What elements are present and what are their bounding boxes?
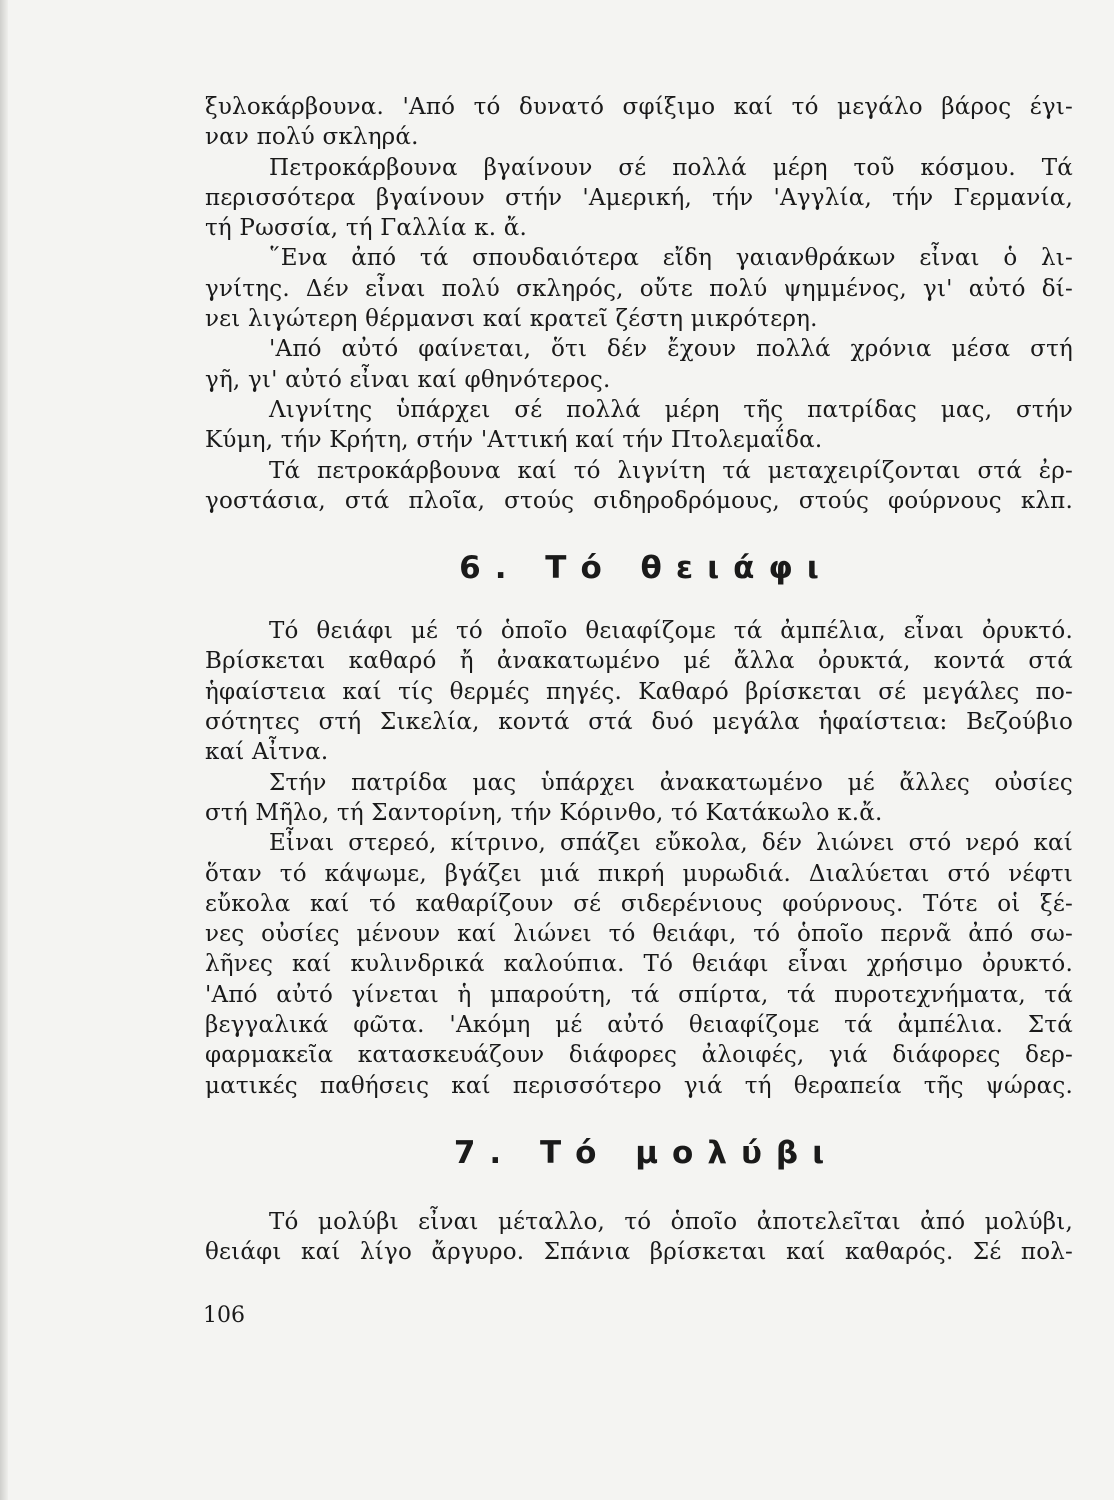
text-line: Τό μολύβι εἶναι μέταλλο, τό ὁποῖο ἀποτελεῖται ἀπό μολύβι,	[269, 1208, 1073, 1235]
page-number: 106	[203, 1303, 245, 1328]
text-line: λῆνες καί κυλινδρικά καλούπια. Τό θειάφι εἶναι χρήσιμο ὀρυκτό.	[205, 951, 1073, 978]
text-line: σότητες στή Σικελία, κοντά στά δυό μεγάλα ἡφαίστεια: Βεζούβιο	[205, 709, 1073, 736]
text-line: φαρμακεῖα κατασκευάζουν διάφορες ἀλοιφές, γιά διάφορες δερ-	[205, 1042, 1073, 1069]
text-line: περισσότερα βγαίνουν στήν 'Αμερική, τήν 'Αγγλία, τήν Γερμανία,	[205, 184, 1073, 211]
page-body	[205, 92, 1073, 1268]
text-line: 'Από αὐτό φαίνεται, ὅτι δέν ἔχουν πολλά χρόνια μέσα στή	[269, 336, 1073, 363]
text-line: θειάφι καί λίγο ἄργυρο. Σπάνια βρίσκεται καί καθαρός. Σέ πολ-	[205, 1239, 1073, 1266]
text-line: καί Αἶτνα.	[205, 739, 329, 766]
page-edge	[0, 0, 8, 1500]
text-line: βεγγαλικά φῶτα. 'Ακόμη μέ αὐτό θειαφίζομε τά ἀμπέλια. Στά	[205, 1012, 1073, 1039]
text-line: Κύμη, τήν Κρήτη, στήν 'Αττική καί τήν Πτολεμαΐδα.	[205, 427, 823, 454]
text-line: νες οὐσίες μένουν καί λιώνει τό θειάφι, τό ὁποῖο περνᾶ ἀπό σω-	[205, 921, 1073, 948]
text-line: ὅταν τό κάψωμε, βγάζει μιά πικρή μυρωδιά. Διαλύεται στό νέφτι	[205, 860, 1073, 887]
text-line: Τά πετροκάρβουνα καί τό λιγνίτη τά μεταχειρίζονται στά ἐρ-	[269, 457, 1073, 484]
text-line: ἡφαίστεια καί τίς θερμές πηγές. Καθαρό βρίσκεται σέ μεγάλες πο-	[205, 678, 1073, 705]
text-line: ξυλοκάρβουνα. 'Από τό δυνατό σφίξιμο καί τό μεγάλο βάρος έγι-	[205, 94, 1073, 120]
text-line: Βρίσκεται καθαρό ἤ ἀνακατωμένο μέ ἄλλα ὀρυκτά, κοντά στά	[205, 648, 1073, 675]
text-line: ναν πολύ σκληρά.	[205, 124, 419, 151]
text-line: νει λιγώτερη θέρμανσι καί κρατεῖ ζέστη μικρότερη.	[205, 306, 818, 333]
section-heading: 7. Τό μολύβι	[453, 1134, 839, 1171]
section-heading: 6. Τό θειάφι	[459, 550, 833, 587]
text-line: ῞Ενα ἀπό τά σπουδαιότερα εἴδη γαιανθράκων εἶναι ὁ λι-	[269, 245, 1073, 272]
text-line: Εἶναι στερεό, κίτρινο, σπάζει εὔκολα, δέν λιώνει στό νερό καί	[269, 830, 1073, 857]
text-line: Λιγνίτης ὑπάρχει σέ πολλά μέρη τῆς πατρίδας μας, στήν	[269, 396, 1073, 423]
text-line: εὔκολα καί τό καθαρίζουν σέ σιδερένιους φούρνους. Τότε οἱ ξέ-	[205, 890, 1073, 917]
text-line: γοστάσια, στά πλοῖα, στούς σιδηροδρόμους, στούς φούρνους κλπ.	[205, 487, 1073, 514]
text-line: Στήν πατρίδα μας ὑπάρχει ἀνακατωμένο μέ ἄλλες οὐσίες	[269, 769, 1073, 796]
text-line: Πετροκάρβουνα βγαίνουν σέ πολλά μέρη τοῦ κόσμου. Τά	[269, 154, 1073, 181]
text-line: τή Ρωσσία, τή Γαλλία κ. ἄ.	[205, 215, 527, 242]
text-line: γῆ, γι' αὐτό εἶναι καί φθηνότερος.	[205, 366, 611, 393]
text-line: γνίτης. Δέν εἶναι πολύ σκληρός, οὔτε πολύ ψημμένος, γι' αὐτό δί-	[205, 275, 1073, 302]
text-line: ματικές παθήσεις καί περισσότερο γιά τή θεραπεία τῆς ψώρας.	[205, 1072, 1073, 1099]
text-line: στή Μῆλο, τή Σαντορίνη, τήν Κόρινθο, τό Κατάκωλο κ.ἄ.	[205, 799, 883, 826]
text-line: 'Από αὐτό γίνεται ἡ μπαρούτη, τά σπίρτα, τά πυροτεχνήματα, τά	[205, 981, 1073, 1008]
text-line: Τό θειάφι μέ τό ὁποῖο θειαφίζομε τά ἀμπέλια, εἶναι ὀρυκτό.	[269, 618, 1073, 645]
